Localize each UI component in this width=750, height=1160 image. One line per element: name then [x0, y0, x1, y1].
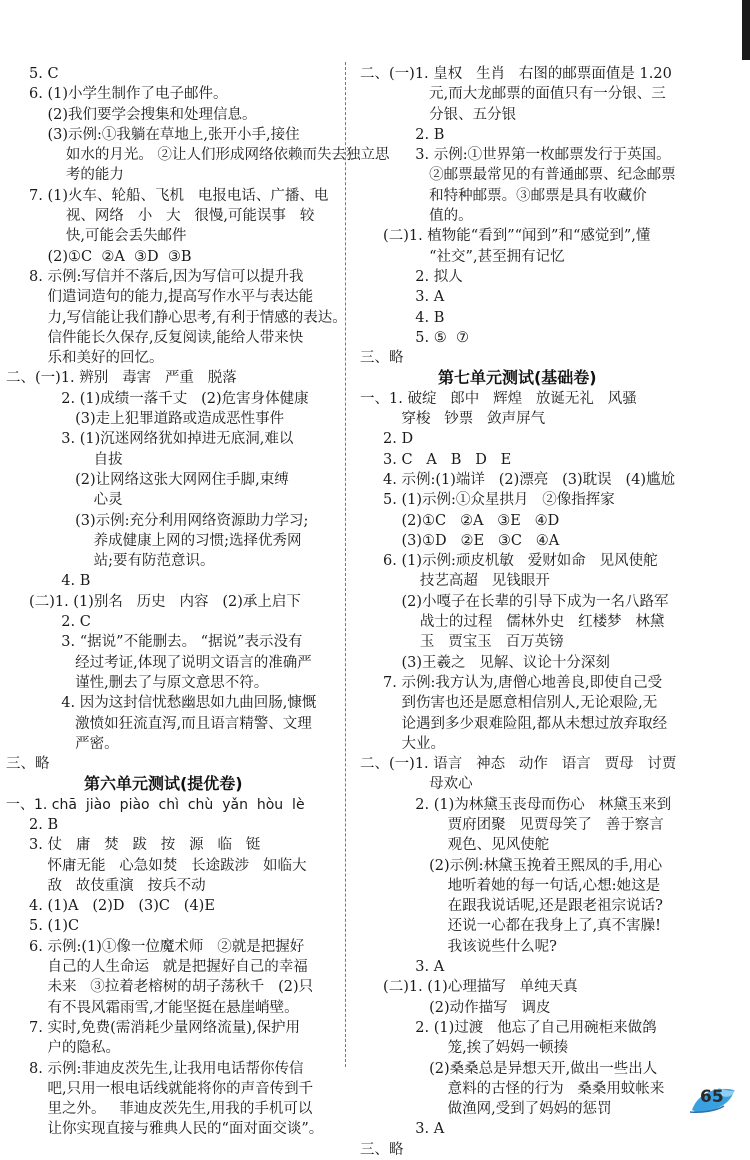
answer-line: 里之外。 菲迪皮茨先生,用我的手机可以 [6, 1101, 313, 1118]
answer-line: 2. (1)过渡 他忘了自己用碗柜来做鸽 [360, 1019, 657, 1036]
answer-line: 自拔 [6, 451, 123, 468]
answer-line: 战士的过程 儒林外史 红楼梦 林黛 [360, 614, 665, 631]
answer-line: (2)小嘎子在长辈的引导下成为一名八路军 [360, 593, 669, 610]
answer-line: 二、(一)1. 语言 神态 动作 语言 贾母 讨贾 [360, 756, 677, 773]
answer-line: 4. 因为这封信忧愁幽思如九曲回肠,慷慨 [6, 695, 317, 712]
answer-line: 笼,挨了妈妈一顿揍 [360, 1040, 569, 1057]
answer-line: 一、1. chā jiào piào chì chù yǎn hòu lè [6, 796, 305, 813]
answer-line: 2. 拟人 [360, 268, 463, 285]
page-edge-bar [742, 0, 750, 60]
answer-line: (2)我们要学会搜集和处理信息。 [6, 106, 257, 123]
answer-line: (3)王羲之 见解、议论十分深刻 [360, 654, 610, 671]
answer-line: 一、1. 破绽 郎中 辉煌 放诞无礼 风骚 [360, 390, 637, 407]
answer-line: 5. (1)C [6, 918, 80, 935]
answer-line: 吧,只用一根电话线就能将你的声音传到千 [6, 1080, 314, 1097]
answer-line: (2)①C ②A ③E ④D [360, 512, 560, 529]
answer-line: 第七单元测试(基础卷) [360, 368, 597, 388]
answer-line: 敌 故伎重演 按兵不动 [6, 877, 206, 894]
answer-line: 户的隐私。 [6, 1040, 120, 1057]
answer-line: 母欢心 [360, 776, 473, 793]
answer-line: (2)让网络这张大网网住手脚,束缚 [6, 471, 289, 488]
answer-line: 未来 ③拉着老榕树的胡子荡秋千 (2)只 [6, 979, 314, 996]
answer-line: 我该说些什么呢? [360, 938, 557, 955]
answer-line: 谨性,删去了与原文意思不符。 [6, 674, 269, 691]
answer-line: 们遣词造句的能力,提高写作水平与表达能 [6, 289, 314, 306]
answer-line: (2)①C ②A ③D ③B [6, 248, 192, 265]
answer-line: 3. 仗 庸 焚 跋 按 源 临 铤 [6, 837, 261, 854]
answer-line: 4. B [360, 309, 445, 326]
answer-line: 5. (1)示例:①众星拱月 ②像指挥家 [360, 492, 615, 509]
column-divider [345, 62, 346, 1067]
answer-line: (2)桑桑总是异想天开,做出一些出人 [360, 1060, 658, 1077]
answer-line: 在跟我说话呢,还是跟老祖宗说话? [360, 898, 663, 915]
answer-line: 二、(一)1. 辨别 毒害 严重 脱落 [6, 370, 237, 387]
answer-line: 3. A [360, 959, 445, 976]
answer-line: 3. 示例:①世界第一枚邮票发行于英国。 [360, 147, 671, 164]
left-column [6, 64, 390, 1140]
answer-line: 站;要有防范意识。 [6, 553, 215, 570]
answer-line: 激愤如狂流直泻,而且语言精警、文理 [6, 715, 312, 732]
answer-line: 2. B [360, 126, 445, 143]
page-number: 65 [700, 1087, 724, 1107]
answer-line: 5. ⑤ ⑦ [360, 329, 469, 346]
answer-line: 论遇到多少艰难险阻,都从未想过放弃取经 [360, 715, 668, 732]
answer-line: 养成健康上网的习惯;选择优秀网 [6, 532, 302, 549]
answer-line: 三、略 [360, 350, 404, 367]
answer-line: 到伤害也还是愿意相信别人,无论艰险,无 [360, 695, 658, 712]
answer-line: 4. 示例:(1)端详 (2)漂亮 (3)耽误 (4)尴尬 [360, 471, 676, 488]
answer-line: 3. (1)沉迷网络犹如掉进无底洞,难以 [6, 431, 294, 448]
answer-line: (2)动作描写 调皮 [360, 999, 551, 1016]
answer-line: 7. 示例:我方认为,唐僧心地善良,即使自己受 [360, 674, 663, 691]
answer-line: (2)示例:林黛玉挽着王熙凤的手,用心 [360, 857, 663, 874]
answer-line: (二)1. 植物能“看到”“闻到”和“感觉到”,懂 [360, 228, 651, 245]
answer-line: 经过考证,体现了说明文语言的准确严 [6, 654, 312, 671]
answer-line: 大业。 [360, 735, 445, 752]
answer-line: 8. 示例:菲迪皮茨先生,让我用电话帮你传信 [6, 1060, 304, 1077]
answer-line: 地听着她的每一句话,心想:她这是 [360, 877, 661, 894]
answer-line: 自己的人生命运 就是把握好自己的幸福 [6, 959, 308, 976]
answer-line: 2. C [6, 614, 91, 631]
answer-line: 严密。 [6, 735, 119, 752]
answer-line: 5. C [6, 66, 59, 82]
answer-line: 视、网络 小 大 很慢,可能误事 较 [6, 208, 315, 225]
answer-line: 2. B [6, 816, 59, 833]
answer-line: 玉 贾宝玉 百万英镑 [360, 634, 564, 651]
answer-line: 快,可能会丢失邮件 [6, 228, 187, 245]
answer-line: 4. B [6, 573, 91, 590]
answer-line: 3. C A B D E [360, 451, 512, 468]
answer-line: 和特种邮票。③邮票是具有收藏价 [360, 187, 647, 204]
right-column [360, 64, 702, 1160]
answer-line: 考的能力 [6, 167, 124, 184]
answer-line: 三、略 [6, 756, 50, 773]
answer-line: 有不畏风霜雨雪,才能坚挺在悬崖峭壁。 [6, 999, 299, 1016]
answer-line: 3. “据说”不能删去。 “据说”表示没有 [6, 634, 303, 651]
answer-line: 还说一心都在我身上了,真不害臊! [360, 918, 662, 935]
answer-line: (3)走上犯罪道路或造成恶性事件 [6, 411, 285, 428]
answer-line: 观色、见风使舵 [360, 837, 550, 854]
answer-line: (二)1. (1)别名 历史 内容 (2)承上启下 [6, 593, 301, 610]
answer-line: 2. (1)成绩一落千丈 (2)危害身体健康 [6, 390, 309, 407]
answer-line: 7. (1)火车、轮船、飞机 电报电话、广播、电 [6, 187, 329, 204]
answer-line: 力,写信能让我们静心思考,有利于情感的表达。 [6, 309, 347, 326]
answer-line: (二)1. (1)心理描写 单纯天真 [360, 979, 578, 996]
answer-line: 做渔网,受到了妈妈的惩罚 [360, 1101, 612, 1118]
answer-line: 贾府团聚 见贾母笑了 善于察言 [360, 816, 664, 833]
answer-line: 6. (1)小学生制作了电子邮件。 [6, 86, 228, 103]
answer-line: 让你实现直接与雅典人民的“面对面交谈”。 [6, 1121, 324, 1138]
page-number-badge [688, 1084, 738, 1114]
answer-line: “社交”,甚至拥有记忆 [360, 248, 565, 265]
answer-line: (3)示例:充分利用网络资源助力学习; [6, 512, 309, 529]
answer-line: 信件能长久保存,反复阅读,能给人带来快 [6, 329, 304, 346]
answer-line: 技艺高超 见钱眼开 [360, 573, 550, 590]
answer-line: 3. A [360, 1121, 445, 1138]
answer-line: 值的。 [360, 208, 473, 225]
answer-line: 8. 示例:写信并不落后,因为写信可以提升我 [6, 268, 304, 285]
answer-line: (3)示例:①我躺在草地上,张开小手,接住 [6, 126, 300, 143]
answer-line: 意料的古怪的行为 桑桑用蚊帐来 [360, 1080, 665, 1097]
answer-line: 2. (1)为林黛玉丧母而伤心 林黛玉来到 [360, 796, 672, 813]
answer-line: 二、(一)1. 皇权 生肖 右图的邮票面值是 1.20 [360, 66, 672, 82]
answer-line: 6. 示例:(1)①像一位魔术师 ②就是把握好 [6, 938, 305, 955]
answer-line: 穿梭 钞票 敛声屏气 [360, 411, 546, 428]
answer-line: 怀庸无能 心急如焚 长途跋涉 如临大 [6, 857, 307, 874]
answer-line: 6. (1)示例:顽皮机敏 爱财如命 见风使舵 [360, 553, 658, 570]
answer-line: 分银、五分银 [360, 106, 517, 123]
answer-line: 元,而大龙邮票的面值只有一分银、三 [360, 86, 666, 103]
answer-line: 心灵 [6, 492, 123, 509]
answer-line: (3)①D ②E ③C ④A [360, 532, 560, 549]
answer-line: 乐和美好的回忆。 [6, 350, 164, 367]
answer-line: 3. A [360, 289, 445, 306]
answer-line: 三、略 [360, 1141, 404, 1158]
answer-line: ②邮票最常见的有普通邮票、纪念邮票 [360, 167, 676, 184]
answer-line: 2. D [360, 431, 414, 448]
answer-line: 第六单元测试(提优卷) [6, 774, 243, 794]
answer-line: 4. (1)A (2)D (3)C (4)E [6, 898, 215, 915]
answer-line: 如水的月光。 ②让人们形成网络依赖而失去独立思 [6, 147, 390, 164]
answer-line: 7. 实时,免费(需消耗少量网络流量),保护用 [6, 1019, 301, 1036]
